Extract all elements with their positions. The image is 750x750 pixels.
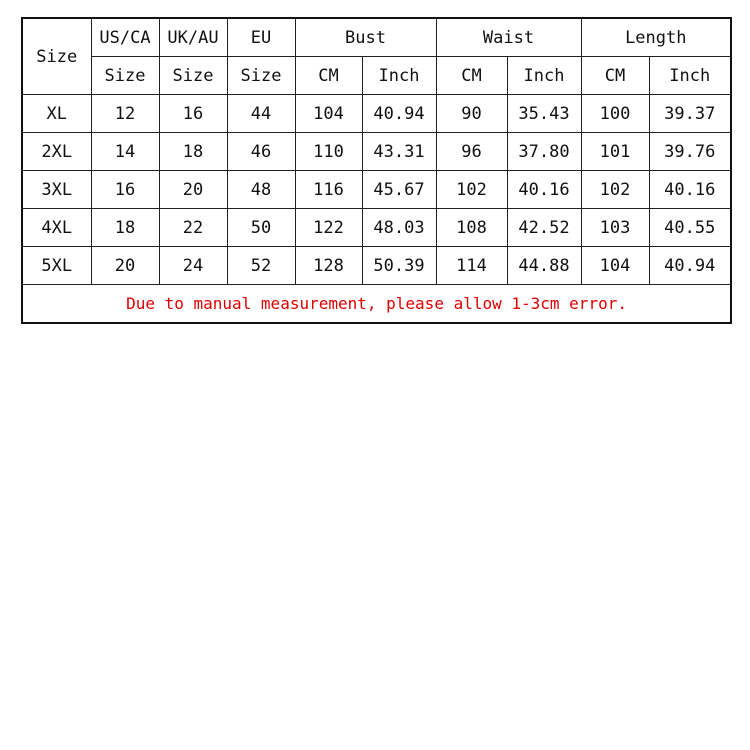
note-row — [22, 285, 731, 324]
us-size-cell: 14 — [91, 133, 159, 171]
waist-inch-cell: 37.80 — [507, 133, 581, 171]
waist-inch-cell: 35.43 — [507, 95, 581, 133]
header-waist: Waist — [436, 18, 581, 57]
size-cell: XL — [22, 95, 91, 133]
size-cell: 3XL — [22, 171, 91, 209]
waist-cm-cell: 102 — [436, 171, 507, 209]
table-row — [22, 95, 731, 133]
bust-inch-cell: 40.94 — [362, 95, 436, 133]
measurement-note: Due to manual measurement, please allow 1-3cm error. — [22, 285, 731, 324]
size-cell: 5XL — [22, 247, 91, 285]
bust-inch-cell: 48.03 — [362, 209, 436, 247]
size-cell: 4XL — [22, 209, 91, 247]
header-length-inch: Inch — [649, 57, 731, 95]
header-uk-au: UK/AU — [159, 18, 227, 57]
table-row — [22, 209, 731, 247]
uk-size-cell: 16 — [159, 95, 227, 133]
eu-size-cell: 44 — [227, 95, 295, 133]
length-inch-cell: 39.76 — [649, 133, 731, 171]
length-cm-cell: 102 — [581, 171, 649, 209]
length-cm-cell: 103 — [581, 209, 649, 247]
header-bust-inch: Inch — [362, 57, 436, 95]
uk-size-cell: 22 — [159, 209, 227, 247]
uk-size-cell: 24 — [159, 247, 227, 285]
header-length-cm: CM — [581, 57, 649, 95]
length-inch-cell: 40.55 — [649, 209, 731, 247]
header-waist-cm: CM — [436, 57, 507, 95]
header-row-1 — [22, 18, 731, 57]
header-uk-size: Size — [159, 57, 227, 95]
table-row — [22, 171, 731, 209]
length-cm-cell: 101 — [581, 133, 649, 171]
waist-cm-cell: 114 — [436, 247, 507, 285]
header-size: Size — [22, 18, 91, 95]
bust-cm-cell: 104 — [295, 95, 362, 133]
eu-size-cell: 48 — [227, 171, 295, 209]
table-row — [22, 247, 731, 285]
bust-cm-cell: 122 — [295, 209, 362, 247]
us-size-cell: 16 — [91, 171, 159, 209]
waist-inch-cell: 44.88 — [507, 247, 581, 285]
us-size-cell: 20 — [91, 247, 159, 285]
size-chart — [21, 17, 730, 324]
waist-inch-cell: 40.16 — [507, 171, 581, 209]
waist-cm-cell: 90 — [436, 95, 507, 133]
waist-cm-cell: 108 — [436, 209, 507, 247]
length-inch-cell: 40.16 — [649, 171, 731, 209]
header-eu-size: Size — [227, 57, 295, 95]
eu-size-cell: 46 — [227, 133, 295, 171]
bust-cm-cell: 128 — [295, 247, 362, 285]
table-row — [22, 133, 731, 171]
length-inch-cell: 40.94 — [649, 247, 731, 285]
bust-cm-cell: 110 — [295, 133, 362, 171]
length-inch-cell: 39.37 — [649, 95, 731, 133]
header-bust: Bust — [295, 18, 436, 57]
waist-inch-cell: 42.52 — [507, 209, 581, 247]
header-us-size: Size — [91, 57, 159, 95]
uk-size-cell: 18 — [159, 133, 227, 171]
bust-inch-cell: 43.31 — [362, 133, 436, 171]
header-row-2 — [22, 57, 731, 95]
eu-size-cell: 50 — [227, 209, 295, 247]
length-cm-cell: 100 — [581, 95, 649, 133]
size-table — [21, 17, 732, 324]
waist-cm-cell: 96 — [436, 133, 507, 171]
header-length: Length — [581, 18, 731, 57]
header-bust-cm: CM — [295, 57, 362, 95]
header-eu: EU — [227, 18, 295, 57]
bust-cm-cell: 116 — [295, 171, 362, 209]
uk-size-cell: 20 — [159, 171, 227, 209]
us-size-cell: 18 — [91, 209, 159, 247]
header-us-ca: US/CA — [91, 18, 159, 57]
header-waist-inch: Inch — [507, 57, 581, 95]
eu-size-cell: 52 — [227, 247, 295, 285]
bust-inch-cell: 45.67 — [362, 171, 436, 209]
us-size-cell: 12 — [91, 95, 159, 133]
length-cm-cell: 104 — [581, 247, 649, 285]
bust-inch-cell: 50.39 — [362, 247, 436, 285]
size-cell: 2XL — [22, 133, 91, 171]
